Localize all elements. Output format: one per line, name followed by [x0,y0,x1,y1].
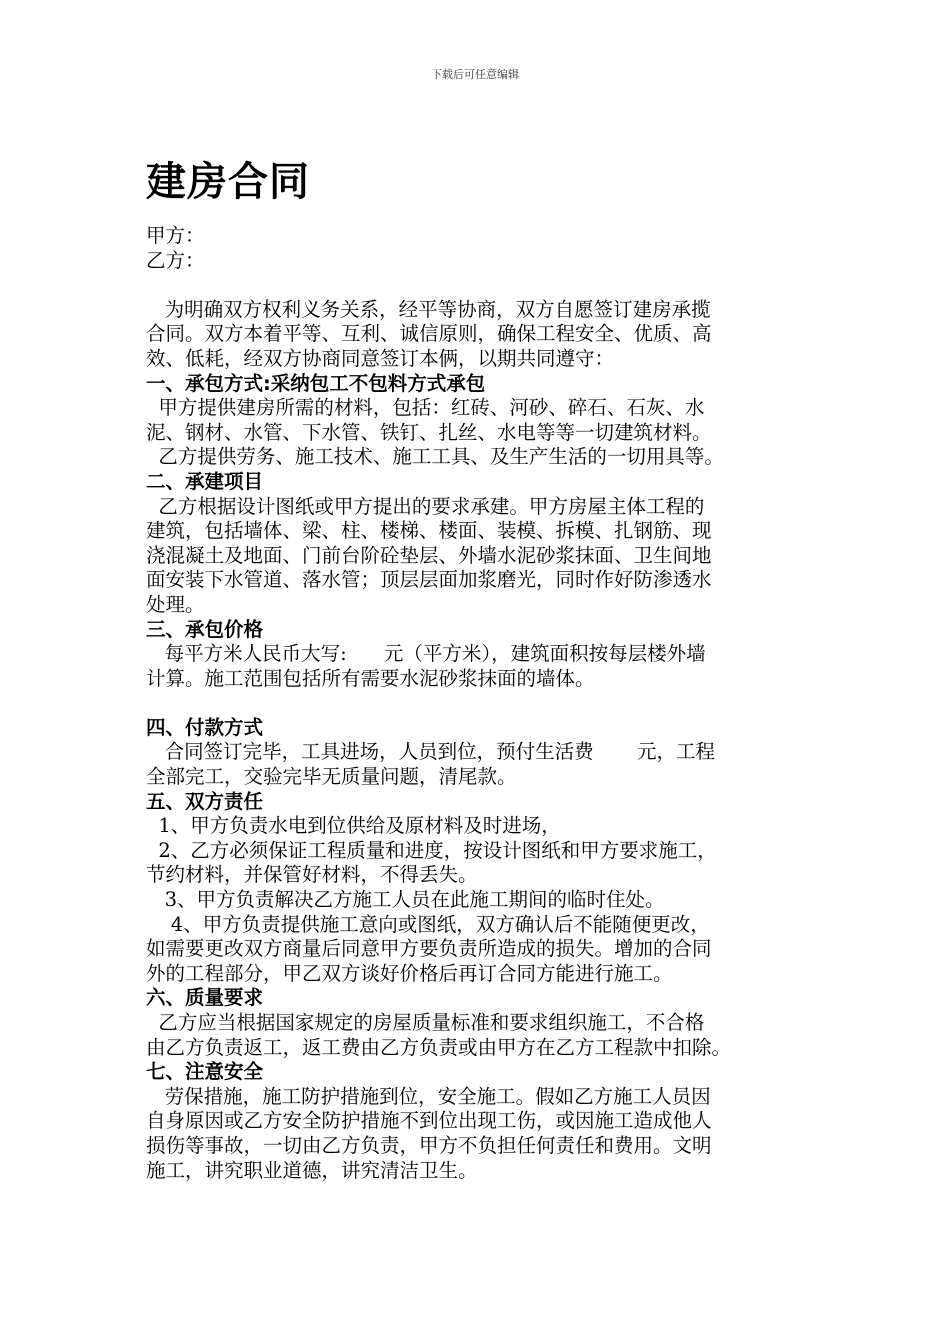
section-line: 乙方提供劳务、施工技术、施工工具、及生产生活的一切用具等。 [146,445,724,469]
contract-body [146,224,806,1183]
section-heading: 七、注意安全 [146,1060,264,1084]
party-b-label: 乙方： [146,248,205,272]
section-line: 计算。施工范围包括所有需要水泥砂浆抹面的墙体。 [146,666,595,690]
section-line: 3、甲方负责解决乙方施工人员在此施工期间的临时住处。 [146,888,665,912]
section-line: 1、甲方负责水电到位供给及原材料及时进场， [146,814,561,838]
section-2 [146,470,806,618]
section-line: 浇混凝土及地面、门前台阶砼垫层、外墙水泥砂浆抹面、卫生间地 [146,543,712,567]
intro-line: 为明确双方权利义务关系，经平等协商，双方自愿签订建房承揽 [146,297,711,321]
intro-paragraph [146,298,806,372]
section-line: 4、甲方负责提供施工意向或图纸，双方确认后不能随便更改， [146,912,710,936]
section-line: 合同签订完毕，工具进场，人员到位，预付生活费 元，工程 [146,740,715,764]
section-line: 处理。 [146,592,205,616]
section-heading: 二、承建项目 [146,469,264,493]
party-a-label: 甲方： [146,224,205,247]
section-line: 如需要更改双方商量后同意甲方要负责所造成的损失。增加的合同 [146,937,712,961]
section-heading: 三、承包价格 [146,617,264,641]
section-line: 泥、钢材、水管、下水管、铁钉、扎丝、水电等等一切建筑材料。 [146,420,712,444]
header-note: 下载后可任意编辑 [431,68,519,81]
section-heading: 六、质量要求 [146,986,264,1010]
section-4 [146,716,806,790]
section-3 [146,618,806,716]
section-heading: 五、双方责任 [146,789,264,813]
section-line: 施工，讲究职业道德，讲究清洁卫生。 [146,1158,478,1182]
section-line: 损伤等事故，一切由乙方负责，甲方不负担任何责任和费用。文明 [146,1133,712,1157]
section-1 [146,372,806,470]
section-line: 劳保措施，施工防护措施到位，安全施工。假如乙方施工人员因 [146,1084,711,1108]
section-6 [146,986,806,1060]
section-line: 面安装下水管道、落水管；顶层层面加浆磨光，同时作好防渗透水 [146,568,712,592]
section-5 [146,790,806,987]
section-line: 甲方提供建房所需的材料，包括：红砖、河砂、碎石、石灰、水 [146,396,705,420]
section-heading: 四、付款方式 [146,715,264,739]
section-line: 节约材料，并保管好材料，不得丢失。 [146,863,478,887]
intro-line: 效、低耗，经双方协商同意签订本俩，以期共同遵守： [146,346,615,370]
section-line: 乙方根据设计图纸或甲方提出的要求承建。甲方房屋主体工程的 [146,494,705,518]
section-7 [146,1060,806,1183]
section-line [146,691,806,716]
section-line: 每平方米人民币大写: 元（平方米），建筑面积按每层楼外墙 [146,642,706,666]
section-line: 自身原因或乙方安全防护措施不到位出现工伤，或因施工造成他人 [146,1109,712,1133]
section-line: 外的工程部分，甲乙双方谈好价格后再订合同方能进行施工。 [146,961,673,985]
document-title: 建房合同 [146,159,310,205]
intro-line: 合同。双方本着平等、互利、诚信原则，确保工程安全、优质、高 [146,322,712,346]
section-heading: 一、承包方式:采纳包工不包料方式承包 [146,371,486,395]
section-line: 由乙方负责返工，返工费由乙方负责或由甲方在乙方工程款中扣除。 [146,1035,732,1059]
section-line: 全部完工，交验完毕无质量问题，清尾款。 [146,765,517,789]
section-line: 乙方应当根据国家规定的房屋质量标准和要求组织施工，不合格 [146,1011,705,1034]
section-line: 2、乙方必须保证工程质量和进度，按设计图纸和甲方要求施工， [146,838,717,862]
sections [146,372,806,1184]
section-line: 建筑，包括墙体、梁、柱、楼梯、楼面、装模、拆模、扎钢筋、现 [146,519,712,543]
